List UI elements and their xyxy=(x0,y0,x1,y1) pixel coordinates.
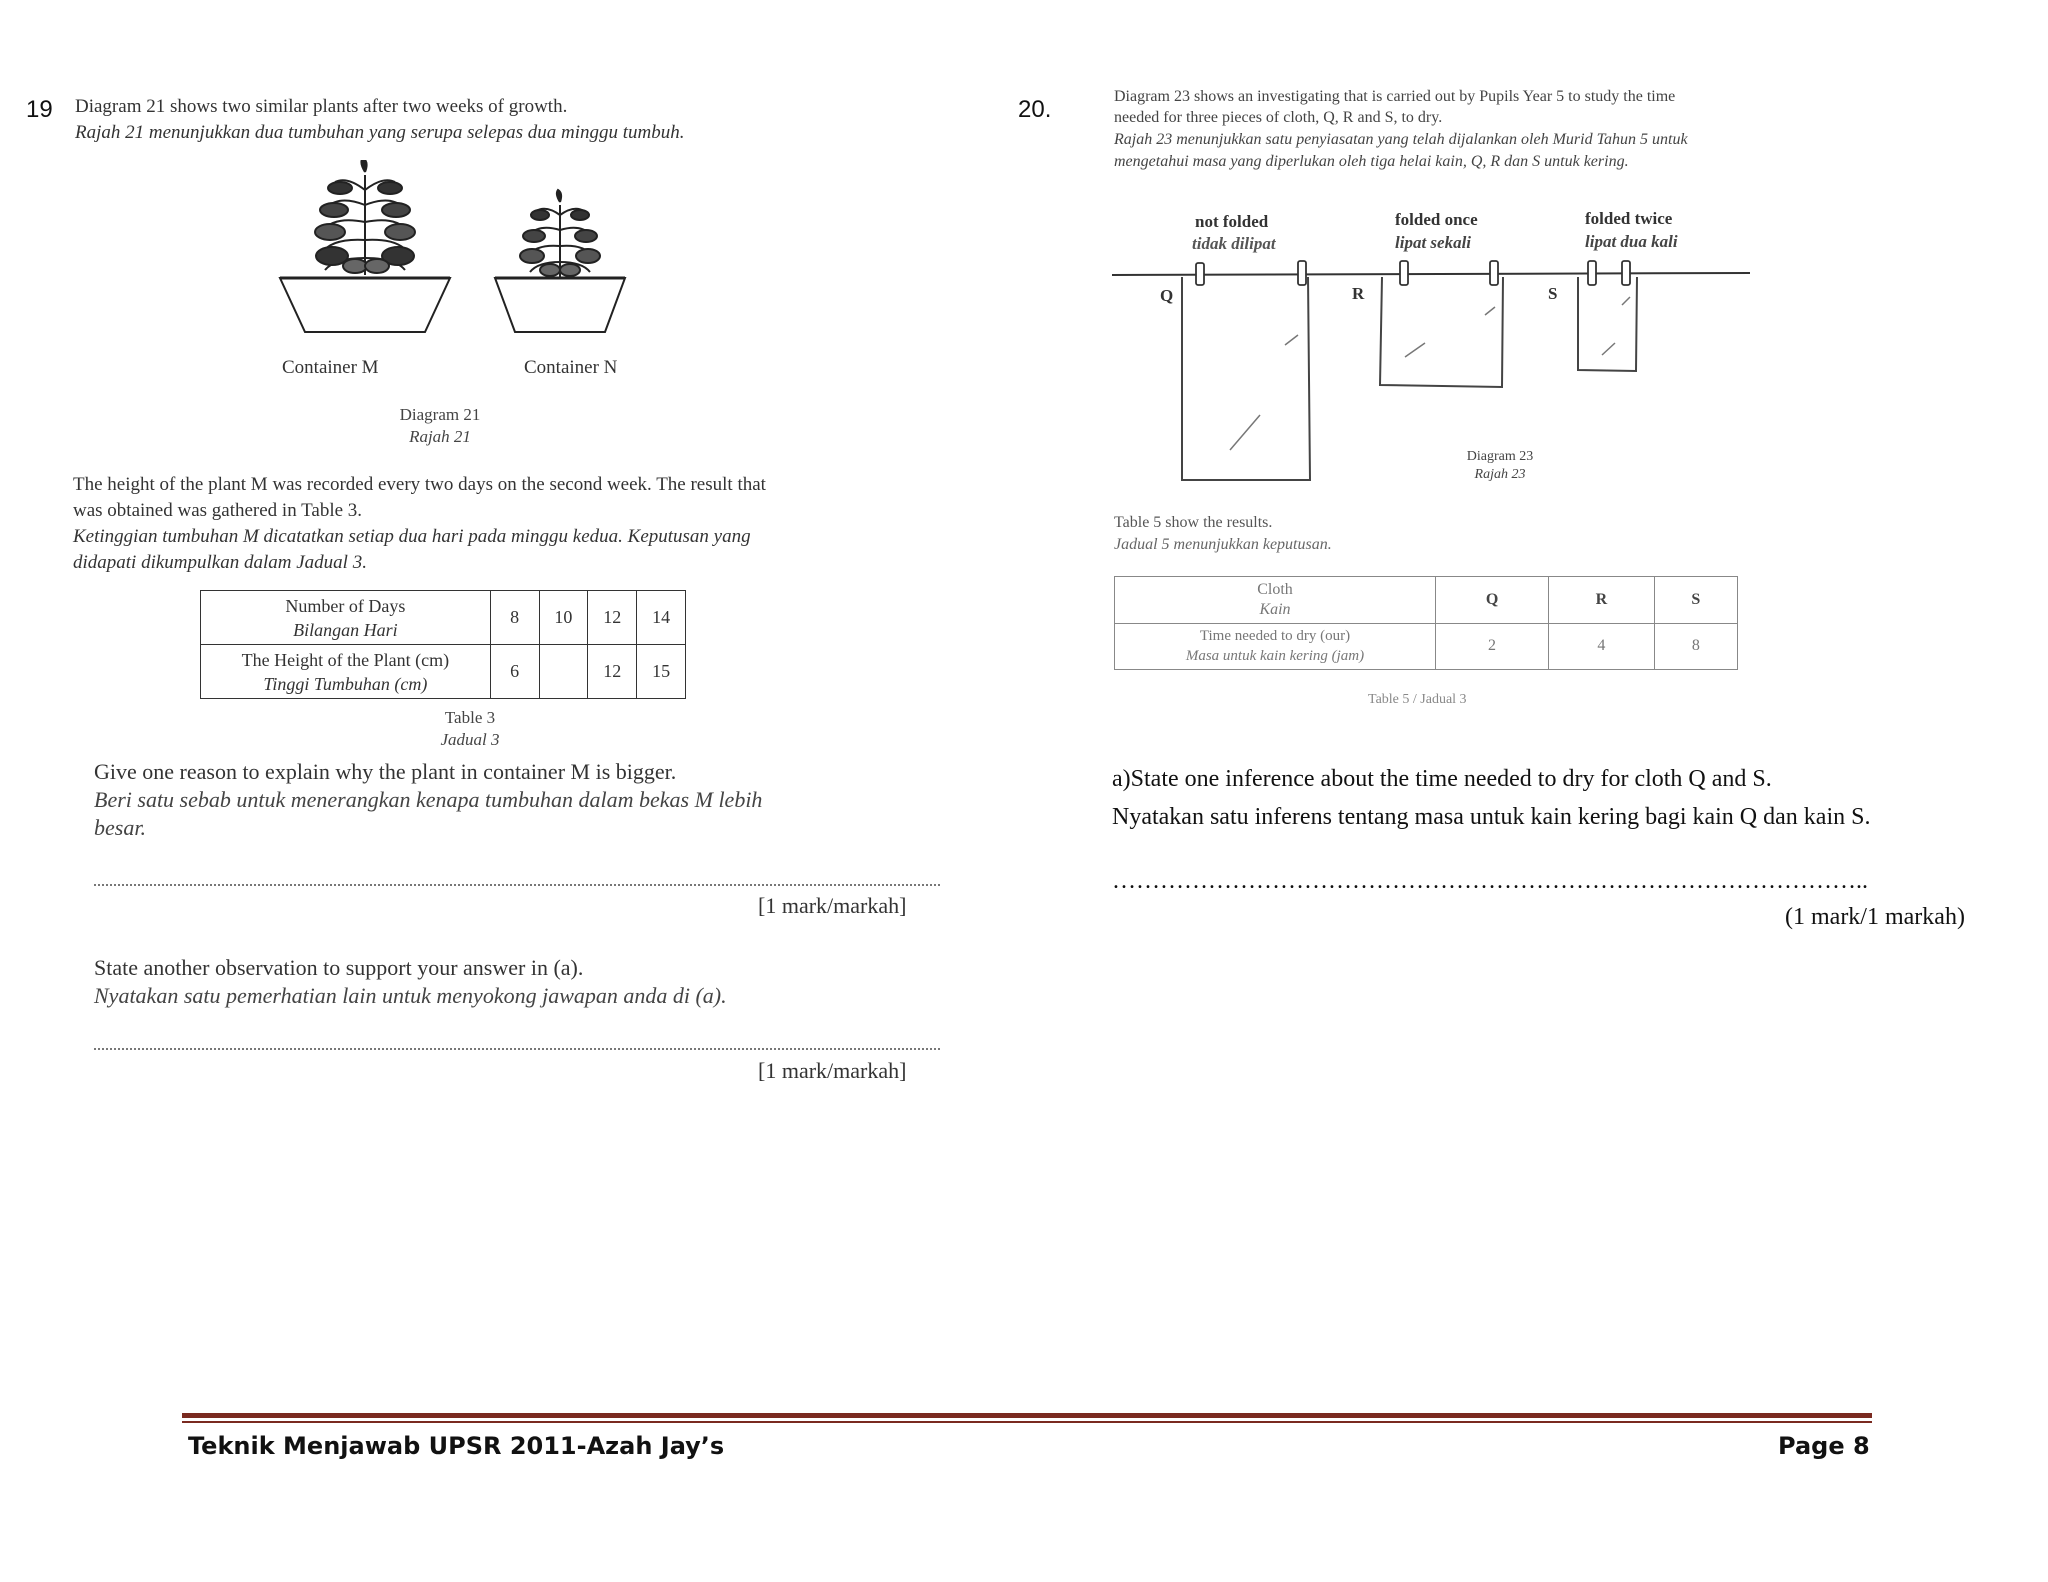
q19-para-en-2: was obtained was gathered in Table 3. xyxy=(73,500,363,521)
table-cell-missing-value xyxy=(539,645,588,699)
q20a-mark: (1 mark/1 markah) xyxy=(1785,904,1965,930)
row-height-ms: Tinggi Tumbuhan (cm) xyxy=(263,673,428,694)
table-5 xyxy=(1114,576,1738,670)
caption-ms: Rajah 23 xyxy=(1474,467,1526,482)
plant-n xyxy=(520,190,600,278)
plant-m xyxy=(315,160,415,275)
table-cell: 15 xyxy=(637,645,686,699)
q19b-question-en: State another observation to support your answer in (a). xyxy=(94,955,584,980)
table-cell: 8 xyxy=(490,591,539,645)
cloth-q-label: Q xyxy=(1160,286,1174,305)
q19a-question-ms-1: Beri satu sebab untuk menerangkan kenapa tumbuhan dalam bekas M lebih xyxy=(94,787,763,812)
table-3-caption xyxy=(400,707,540,751)
footer-rule-thick xyxy=(182,1413,1872,1418)
table-cell: 14 xyxy=(637,591,686,645)
q20-table-intro-ms: Jadual 5 menunjukkan keputusan. xyxy=(1114,536,1332,553)
caption-ms: Rajah 21 xyxy=(409,427,471,446)
label-folded-once-ms: lipat sekali xyxy=(1395,233,1472,252)
question-number-19: 19 xyxy=(26,96,53,123)
q20a-question-ms: Nyatakan satu inferens tentang masa untuk kain kering bagi kain Q dan kain S. xyxy=(1112,804,1871,830)
cloth-s-label: S xyxy=(1548,284,1558,303)
cloth-q xyxy=(1182,277,1310,480)
q19a-answer-line[interactable] xyxy=(94,884,940,886)
caption-en: Table 3 xyxy=(444,708,496,727)
row-cloth-ms: Kain xyxy=(1259,600,1291,618)
cloth-r xyxy=(1380,277,1503,387)
diagram-23-clothesline xyxy=(1110,255,1760,490)
label-not-folded-en: not folded xyxy=(1195,212,1269,231)
question-number-20: 20. xyxy=(1018,96,1052,123)
q19a-question-en: Give one reason to explain why the plant in container M is bigger. xyxy=(94,759,677,784)
q19a-mark: [1 mark/markah] xyxy=(758,893,907,918)
q20-intro-ms-2: mengetahui masa yang diperlukan oleh tiga helai kain, Q, R dan S untuk kering. xyxy=(1114,153,1629,170)
table-cell: Q xyxy=(1436,577,1549,624)
label-folded-once-en: folded once xyxy=(1395,210,1478,229)
q20-intro-en-2: needed for three pieces of cloth, Q, R and S, to dry. xyxy=(1114,109,1443,126)
row-time-label xyxy=(1115,623,1436,670)
table-cell: 8 xyxy=(1654,623,1737,670)
label-folded-twice-en: folded twice xyxy=(1585,209,1673,228)
q19a-question-ms-2: besar. xyxy=(94,815,146,840)
footer-rule-thin xyxy=(182,1421,1872,1423)
footer-page-number: Page 8 xyxy=(1778,1432,1870,1460)
q19-para-en-1: The height of the plant M was recorded every two days on the second week. The result that xyxy=(73,474,766,495)
q19-intro-ms: Rajah 21 menunjukkan dua tumbuhan yang serupa selepas dua minggu tumbuh. xyxy=(75,122,685,143)
table-cell: 12 xyxy=(588,645,637,699)
q20a-question-en: a)State one inference about the time needed to dry for cloth Q and S. xyxy=(1112,766,1772,792)
table-cell: 4 xyxy=(1549,623,1655,670)
q20-intro-en-1: Diagram 23 shows an investigating that is carried out by Pupils Year 5 to study the time xyxy=(1114,88,1676,105)
pot-n xyxy=(495,278,625,332)
q20a-answer-line[interactable]: ………………………………………………………………………………….. xyxy=(1112,868,1868,894)
caption-ms: Jadual 3 xyxy=(440,730,500,749)
caption-en: Diagram 21 xyxy=(399,405,481,424)
cloth-s xyxy=(1578,277,1637,371)
q20-table-intro-en: Table 5 show the results. xyxy=(1114,514,1273,531)
q19-intro-en: Diagram 21 shows two similar plants after two weeks of growth. xyxy=(75,96,568,117)
diagram-21-plants xyxy=(270,160,640,340)
cloth-r-label: R xyxy=(1352,284,1365,303)
table-3 xyxy=(200,590,686,699)
q19-para-ms-2: didapati dikumpulkan dalam Jadual 3. xyxy=(73,552,367,573)
footer-title: Teknik Menjawab UPSR 2011-Azah Jay’s xyxy=(188,1432,725,1460)
row-cloth-label xyxy=(1115,577,1436,624)
label-container-m: Container M xyxy=(282,357,379,378)
row-time-ms: Masa untuk kain kering (jam) xyxy=(1185,648,1365,665)
q19b-question-ms: Nyatakan satu pemerhatian lain untuk menyokong jawapan anda di (a). xyxy=(94,983,727,1008)
label-not-folded-ms: tidak dilipat xyxy=(1192,234,1276,253)
clothesline xyxy=(1112,273,1750,275)
row-cloth-en: Cloth xyxy=(1257,580,1293,598)
q19-para-ms-1: Ketinggian tumbuhan M dicatatkan setiap dua hari pada minggu kedua. Keputusan yang xyxy=(73,526,751,547)
row-days-en: Number of Days xyxy=(285,595,406,616)
pot-m xyxy=(280,278,450,332)
row-days-label xyxy=(201,591,491,645)
row-height-en: The Height of the Plant (cm) xyxy=(241,649,450,670)
row-time-en: Time needed to dry (our) xyxy=(1199,628,1351,645)
caption-en: Diagram 23 xyxy=(1466,449,1534,464)
label-folded-twice-ms: lipat dua kali xyxy=(1585,232,1678,251)
diagram-23-caption xyxy=(1440,448,1560,484)
row-days-ms: Bilangan Hari xyxy=(293,619,398,640)
q19b-answer-line[interactable] xyxy=(94,1048,940,1050)
table-cell: R xyxy=(1549,577,1655,624)
table-cell: 6 xyxy=(490,645,539,699)
table-cell: 10 xyxy=(539,591,588,645)
table-5-caption: Table 5 / Jadual 3 xyxy=(1368,692,1467,707)
table-cell: 12 xyxy=(588,591,637,645)
table-cell: S xyxy=(1654,577,1737,624)
q20-intro-ms-1: Rajah 23 menunjukkan satu penyiasatan yang telah dijalankan oleh Murid Tahun 5 untuk xyxy=(1114,131,1688,148)
diagram-21-caption xyxy=(370,404,510,448)
row-height-label xyxy=(201,645,491,699)
table-cell: 2 xyxy=(1436,623,1549,670)
label-container-n: Container N xyxy=(524,357,618,378)
q19b-mark: [1 mark/markah] xyxy=(758,1058,907,1083)
